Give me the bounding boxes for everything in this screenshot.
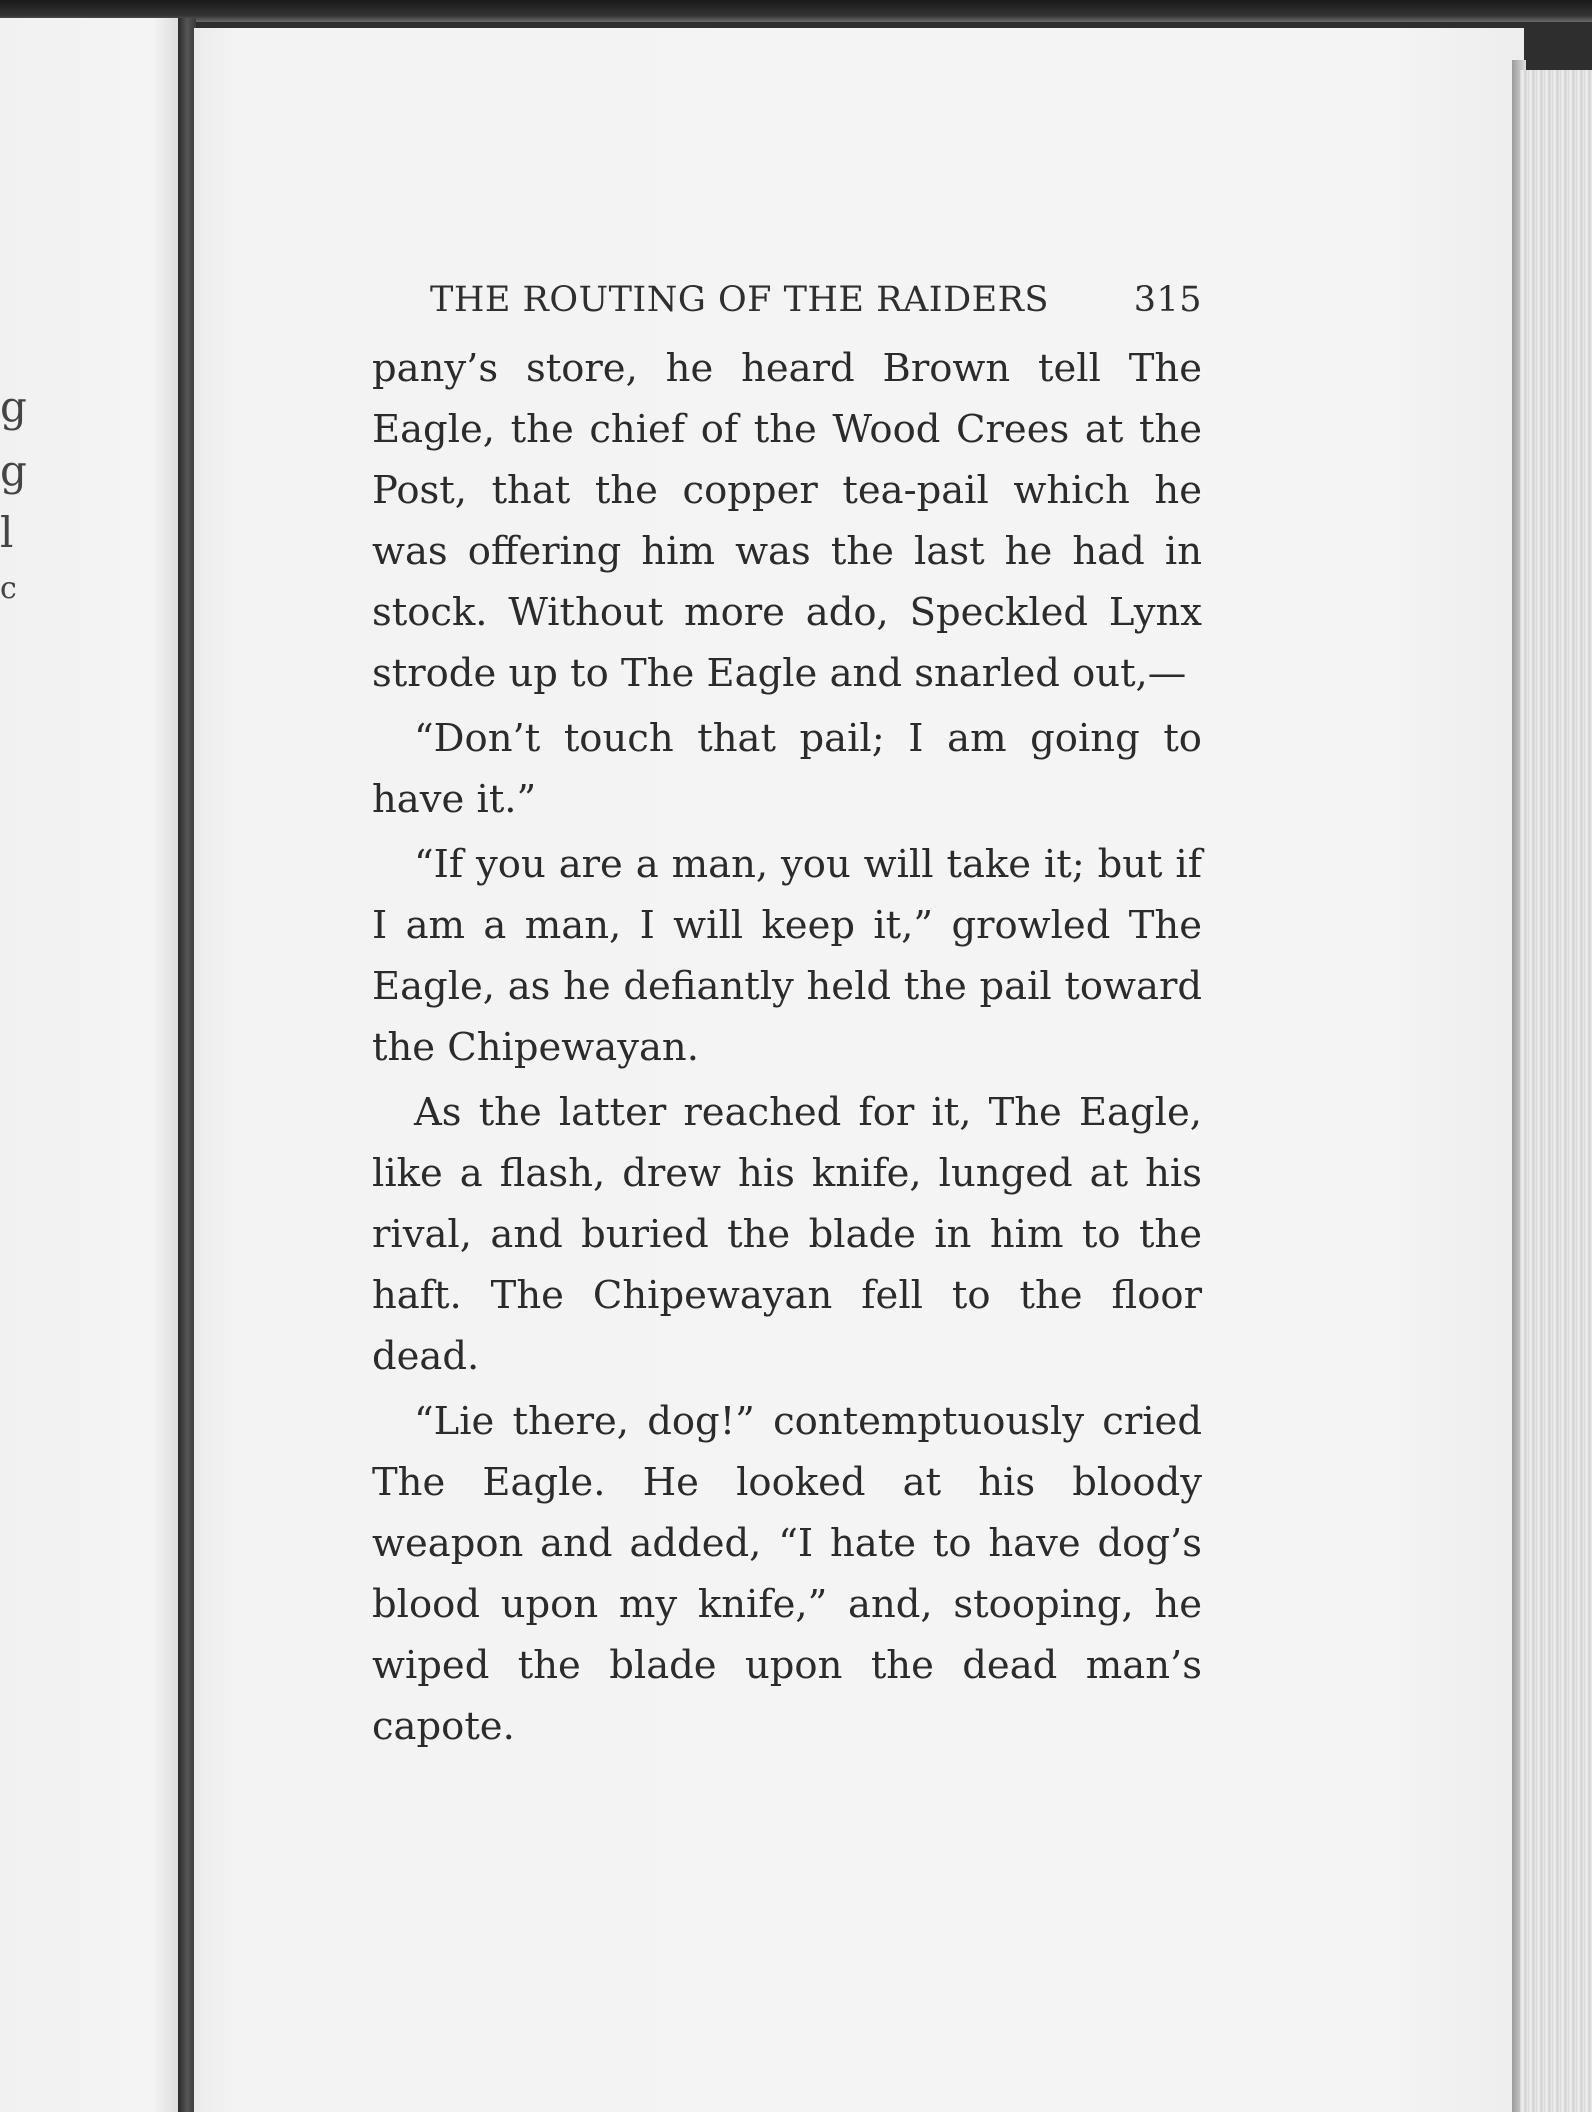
left-page-fragment: c bbox=[0, 571, 17, 606]
paragraph: “Don’t touch that pail; I am going to have it.” bbox=[372, 716, 1202, 822]
paragraph: “Lie there, dog!” contemptuously cried The Eagle. He looked at his bloody weapon and added, “I hate to have dog’s blood upon my knife,” and, stooping, he wiped the blade upon the dead man’s capote. bbox=[372, 1399, 1202, 1749]
paragraph: As the latter reached for it, The Eagle, like a flash, drew his knife, lunged at his rival, and buried the blade in him to the haft. The Chipewayan fell to the floor dead. bbox=[372, 1090, 1202, 1379]
left-page-fragment: g bbox=[0, 446, 27, 495]
left-page-fragment: l bbox=[0, 508, 14, 557]
paragraph: “If you are a man, you will take it; but if I am a man, I will keep it,” growled The Eagle, as he defiantly held the pail toward the Chipewayan. bbox=[372, 842, 1202, 1070]
previous-page-edge bbox=[0, 18, 180, 2112]
running-head-title: THE ROUTING OF THE RAIDERS bbox=[430, 280, 1050, 320]
top-border bbox=[0, 0, 1592, 22]
page-stack-edges bbox=[1520, 70, 1592, 2112]
left-page-fragment: g bbox=[0, 382, 27, 431]
page-text-block bbox=[372, 280, 1202, 1761]
paragraph: pany’s store, he heard Brown tell The Eagle, the chief of the Wood Crees at the Post, that the copper tea-pail which he was offering him was the last he had in stock. Without more ado, Speckled Lynx strode up to The Eagle and snarled out,— bbox=[372, 346, 1202, 696]
page-number: 315 bbox=[1133, 280, 1202, 320]
running-head bbox=[430, 280, 1202, 320]
